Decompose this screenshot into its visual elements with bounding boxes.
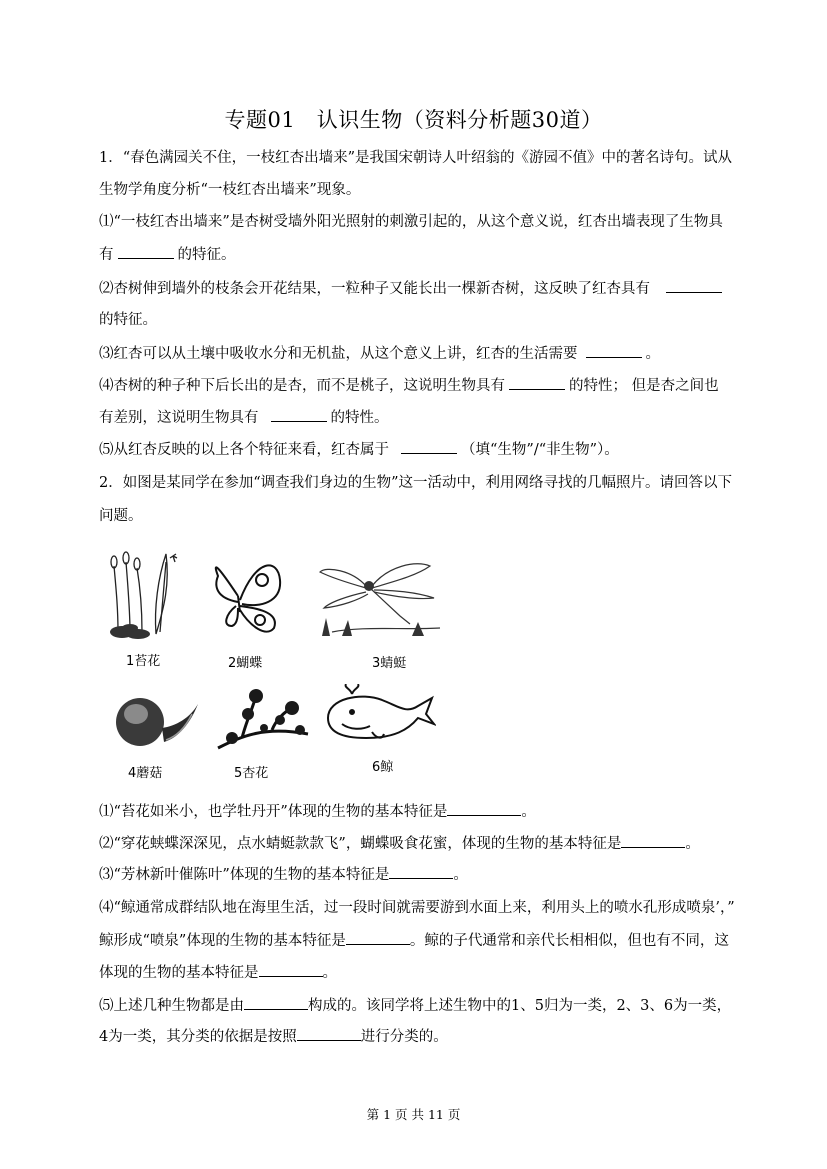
q2-part5-line2: [99, 1026, 739, 1047]
q2-part2-text-a: ⑵“穿花蛱蝶深深见，点水蜻蜓款款飞”，蝴蝶吸食花蜜，体现的生物的基本特征是: [99, 836, 622, 852]
q1-part1-line1: ⑴“一枝红杏出墙来”是杏树受墙外阳光照射的刺激引起的，从这个意义说，红杏出墙表现了生物具: [99, 214, 723, 230]
q1-part4-text-d: 的特性。: [330, 410, 389, 426]
mushroom-image: [112, 692, 202, 752]
q2-part4-line2: [99, 930, 739, 951]
q1-part2-text: ⑵杏树伸到墙外的枝条会开花结果，一粒种子又能长出一棵新杏树，这反映了红杏具有: [99, 281, 650, 297]
page-title: 专题01 认识生物（资料分析题30道）: [224, 108, 603, 132]
q2-part5-text-b: 构成的。该同学将上述生物中的1、5归为一类，2、3、6为一类，: [308, 998, 732, 1014]
q2-part5-text-a: ⑸上述几种生物都是由: [99, 998, 244, 1014]
q2-part5-text-c: 4为一类，其分类的依据是按照: [99, 1029, 297, 1045]
answer-blank[interactable]: [621, 833, 685, 848]
answer-blank[interactable]: [586, 343, 642, 358]
q1-part1-line2: [99, 244, 739, 265]
q1-part5-line: [99, 439, 739, 460]
q2-part4-text-c: 体现的生物的基本特征是: [99, 965, 259, 981]
q2-part4-text-a: 鲸形成“喷泉”体现的生物的基本特征是: [99, 933, 346, 949]
q1-part2-line1: [99, 278, 739, 299]
q2-part2-text-b: 。: [685, 836, 700, 852]
apricot-blossom-image: [212, 686, 312, 756]
answer-blank[interactable]: [401, 439, 457, 454]
dragonfly-image: [312, 556, 444, 638]
q1-part2-line2: 的特征。: [99, 312, 157, 328]
q2-part3-line: [99, 864, 739, 885]
q2-part4-text-d: 。: [322, 965, 337, 981]
q1-part3-line: [99, 343, 739, 364]
answer-blank[interactable]: [271, 407, 327, 422]
whale-image: [322, 684, 436, 744]
q1-part1-text-b: 的特征。: [177, 247, 236, 263]
q1-part4-text-a: ⑷杏树的种子种下后长出的是杏，而不是桃子，这说明生物具有: [99, 378, 505, 394]
answer-blank[interactable]: [509, 375, 565, 390]
q1-part4-text-c: 有差别，这说明生物具有: [99, 410, 259, 426]
q2-part5-text-d: 进行分类的。: [360, 1029, 448, 1045]
q2-part1-text-b: 。: [521, 804, 536, 820]
moss-image: [104, 548, 188, 640]
q1-part5-text-b: （填“生物”/“非生物”）。: [461, 442, 619, 458]
q1-part4-text-b: 的特性； 但是杏之间也: [569, 378, 719, 394]
q2-part1-text-a: ⑴“苔花如米小，也学牡丹开”体现的生物的基本特征是: [99, 804, 448, 820]
answer-blank[interactable]: [666, 278, 722, 293]
answer-blank[interactable]: [447, 801, 521, 816]
q2-part4-text-b: 。鲸的子代通常和亲代长相相似，但也有不同，这: [409, 933, 729, 949]
butterfly-image: [208, 556, 288, 640]
q2-intro-line2: 问题。: [99, 508, 143, 524]
caption-butterfly: 2蝴蝶: [228, 656, 263, 671]
q1-part4-line2: [99, 407, 739, 428]
q1-part1-text-a: 有: [99, 247, 114, 263]
answer-blank[interactable]: [118, 244, 174, 259]
caption-moss: 1苔花: [126, 654, 161, 669]
q2-part5-line1: [99, 995, 739, 1016]
answer-blank[interactable]: [346, 930, 410, 945]
answer-blank[interactable]: [244, 995, 308, 1010]
q1-intro-line2: 生物学角度分析“一枝红杏出墙来”现象。: [99, 182, 361, 198]
page-footer: 第 1 页 共 11 页: [366, 1107, 461, 1122]
q1-part5-text-a: ⑸从红杏反映的以上各个特征来看，红杏属于: [99, 442, 389, 458]
q2-part2-line: [99, 833, 739, 854]
answer-blank[interactable]: [259, 962, 323, 977]
q1-part3-text-b: 。: [645, 346, 660, 362]
q1-intro-line1: 1．“春色满园关不住，一枝红杏出墙来”是我国宋朝诗人叶绍翁的《游园不值》中的著名诗句。试从: [99, 150, 733, 166]
q2-part3-text-a: ⑶“芳林新叶催陈叶”体现的生物的基本特征是: [99, 867, 390, 883]
q1-part4-line1: [99, 375, 739, 396]
q2-intro-line1: 2．如图是某同学在参加“调查我们身边的生物”这一活动中，利用网络寻找的几幅照片。请回答以下: [99, 475, 733, 491]
caption-whale: 6鲸: [372, 760, 394, 775]
q1-part3-text-a: ⑶红杏可以从土壤中吸收水分和无机盐，从这个意义上讲，红杏的生活需要: [99, 346, 578, 362]
answer-blank[interactable]: [389, 864, 453, 879]
q2-part4-line3: [99, 962, 739, 983]
q2-part3-text-b: 。: [453, 867, 468, 883]
q2-part1-line: [99, 801, 739, 822]
caption-dragonfly: 3蜻蜓: [372, 656, 407, 671]
q2-part4-line1: ⑷“鲸通常成群结队地在海里生活，过一段时间就需要游到水面上来，利用头上的喷水孔形成喷泉’，”: [99, 900, 735, 916]
answer-blank[interactable]: [297, 1026, 361, 1041]
caption-mushroom: 4蘑菇: [128, 766, 163, 781]
caption-apricot-blossom: 5杏花: [234, 766, 269, 781]
